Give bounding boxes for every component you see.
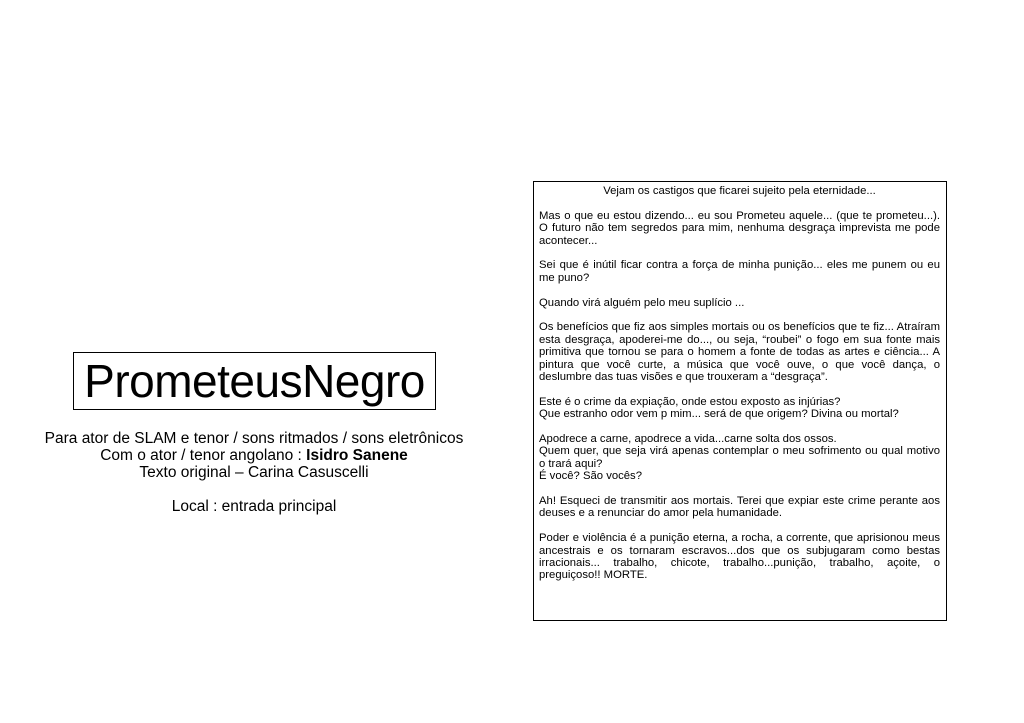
text-paragraph xyxy=(539,433,940,483)
text-line: Que estranho odor vem p mim... será de que origem? Divina ou mortal? xyxy=(539,408,899,421)
text-paragraph: Quando virá alguém pelo meu suplício ... xyxy=(539,296,745,309)
text-line: Quem quer, que seja virá apenas contemplar o meu sofrimento ou qual motivo o trará aqui? xyxy=(539,445,940,470)
location-line: Local : entrada principal xyxy=(171,498,337,515)
author-line: Texto original – Carina Casuscelli xyxy=(139,464,369,481)
text-line: Este é o crime da expiação, onde estou exposto as injúrias? xyxy=(539,395,841,408)
spacer xyxy=(20,481,488,498)
title-box xyxy=(73,352,436,410)
text-line: Apodrece a carne, apodrece a vida...carne solta dos ossos. xyxy=(539,433,837,446)
actor-label: Com o ator / tenor angolano : xyxy=(100,447,307,464)
text-line: É você? São vocês? xyxy=(539,470,642,483)
page-title: PrometeusNegro xyxy=(84,355,425,407)
actor-line xyxy=(20,447,488,464)
text-paragraph: Poder e violência é a punição eterna, a rocha, a corrente, que aprisionou meus ancestrais e os tornaram escravos...dos que os subjugaram como bestas irracionais... trabalho, chicote, trabalho...punição, trabalho, açoite, o preguiçoso!! MORTE. xyxy=(539,532,940,582)
text-paragraph: Sei que é inútil ficar contra a força de minha punição... eles me punem ou eu me puno? xyxy=(539,259,940,284)
credits-block xyxy=(20,430,488,515)
monologue-text-box xyxy=(533,181,947,621)
subtitle-line: Para ator de SLAM e tenor / sons ritmados / sons eletrônicos xyxy=(44,430,464,447)
text-paragraph: Os benefícios que fiz aos simples mortais ou os benefícios que te fiz... Atraíram esta desgraça, apoderei-me do..., ou seja, “roubei” o fogo em sua fonte mais primitiva que tornou se para o homem a fonte de todas as artes e ciência... A pintura que você curte, a música que você ouve, o que você dança, o deslumbre das tuas visões e que trouxeram a “desgraça”. xyxy=(539,321,940,384)
text-paragraph xyxy=(539,396,940,421)
text-paragraph: Ah! Esqueci de transmitir aos mortais. Terei que expiar este crime perante aos deuses e a renunciar do amor pela humanidade. xyxy=(539,495,940,520)
text-paragraph: Vejam os castigos que ficarei sujeito pela eternidade... xyxy=(603,185,876,197)
actor-name: Isidro Sanene xyxy=(306,447,408,464)
text-paragraph: Mas o que eu estou dizendo... eu sou Prometeu aquele... (que te prometeu...). O futuro não tem segredos para mim, nenhuma desgraça imprevista me pode acontecer... xyxy=(539,209,940,247)
